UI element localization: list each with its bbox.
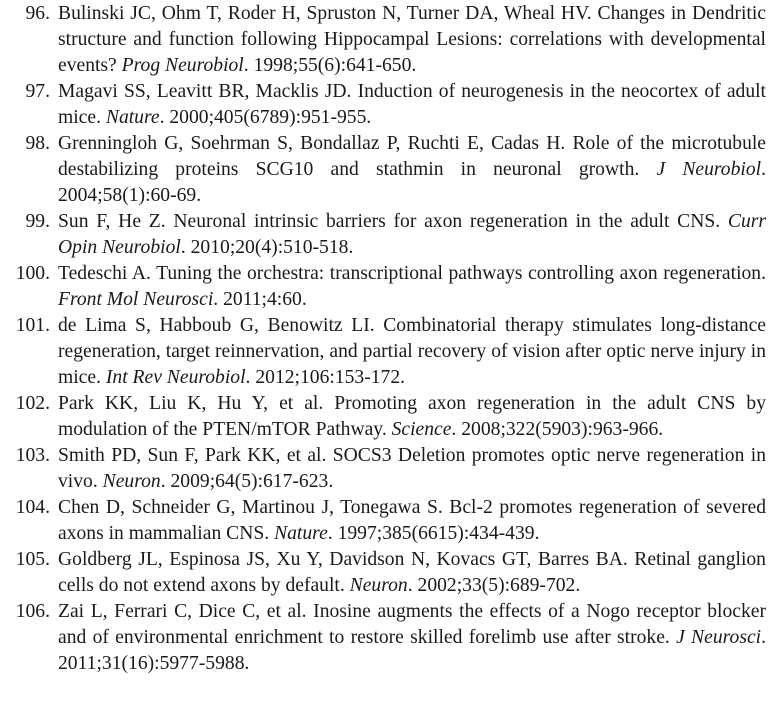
- reference-authors: Park KK, Liu K, Hu Y, et al.: [58, 393, 335, 414]
- reference-item: [4, 443, 766, 495]
- reference-journal: Science: [391, 419, 452, 440]
- reference-number: 105.: [15, 549, 50, 570]
- reference-details: . 2012;106:153-172.: [245, 367, 406, 388]
- reference-number: 98.: [25, 133, 50, 154]
- reference-details: . 2008;322(5903):963-966.: [451, 419, 664, 440]
- reference-title: Changes in Dendritic structure and function following Hippocampal Lesions: correlations with developmental events?: [58, 3, 766, 76]
- reference-number: 96.: [25, 3, 50, 24]
- reference-number: 102.: [15, 393, 50, 414]
- reference-authors: Goldberg JL, Espinosa JS, Xu Y, Davidson N, Kovacs GT, Barres BA.: [58, 549, 635, 570]
- reference-authors: Grenningloh G, Soehrman S, Bondallaz P, Ruchti E, Cadas H.: [58, 133, 573, 154]
- reference-number: 103.: [15, 445, 50, 466]
- reference-authors: Chen D, Schneider G, Martinou J, Tonegawa S.: [58, 497, 450, 518]
- reference-item: [4, 599, 766, 677]
- reference-item: [4, 79, 766, 131]
- reference-authors: de Lima S, Habboub G, Benowitz LI.: [58, 315, 384, 336]
- reference-title: Retinal ganglion cells do not extend axons by default.: [58, 549, 766, 596]
- reference-title: Combinatorial therapy stimulates long-distance regeneration, target reinnervation, and partial recovery of vision after optic nerve injury in mice.: [58, 315, 766, 388]
- reference-journal: Curr Opin Neurobiol: [58, 211, 766, 258]
- reference-list: [4, 1, 766, 677]
- reference-authors: Magavi SS, Leavitt BR, Macklis JD.: [58, 81, 358, 102]
- reference-details: . 2000;405(6789):951-955.: [159, 107, 372, 128]
- reference-journal: Prog Neurobiol: [121, 55, 244, 76]
- reference-journal: J Neurobiol: [656, 159, 762, 180]
- reference-item: [4, 261, 766, 313]
- reference-journal: Neuron: [349, 575, 408, 596]
- reference-number: 106.: [15, 601, 50, 622]
- reference-title: Neuronal intrinsic barriers for axon regeneration in the adult CNS.: [173, 211, 728, 232]
- reference-number: 97.: [25, 81, 50, 102]
- reference-item: [4, 131, 766, 209]
- reference-journal: Int Rev Neurobiol: [105, 367, 246, 388]
- reference-title: Promoting axon regeneration in the adult CNS by modulation of the PTEN/mTOR Pathway.: [58, 393, 767, 440]
- reference-details: . 2011;4:60.: [213, 289, 307, 310]
- reference-details: . 2010;20(4):510-518.: [180, 237, 354, 258]
- reference-item: [4, 391, 766, 443]
- reference-title: Induction of neurogenesis in the neocortex of adult mice.: [58, 81, 766, 128]
- reference-authors: Sun F, He Z.: [58, 211, 174, 232]
- reference-authors: Smith PD, Sun F, Park KK, et al.: [58, 445, 333, 466]
- reference-details: . 2002;33(5):689-702.: [407, 575, 581, 596]
- reference-number: 104.: [15, 497, 50, 518]
- reference-title: Role of the microtubule destabilizing proteins SCG10 and stathmin in neuronal growth.: [58, 133, 767, 180]
- reference-item: [4, 495, 766, 547]
- reference-details: . 2009;64(5):617-623.: [160, 471, 334, 492]
- reference-item: [4, 1, 766, 79]
- reference-details: . 1997;385(6615):434-439.: [327, 523, 540, 544]
- reference-details: . 1998;55(6):641-650.: [243, 55, 417, 76]
- reference-title: Inosine augments the effects of a Nogo receptor blocker and of environmental enrichment to restore skilled forelimb use after stroke.: [58, 601, 767, 648]
- reference-number: 101.: [15, 315, 50, 336]
- reference-journal: Nature: [105, 107, 160, 128]
- reference-authors: Bulinski JC, Ohm T, Roder H, Spruston N, Turner DA, Wheal HV.: [58, 3, 598, 24]
- reference-details: . 2004;58(1):60-69.: [58, 159, 766, 206]
- reference-authors: Zai L, Ferrari C, Dice C, et al.: [58, 601, 314, 622]
- reference-number: 99.: [25, 211, 50, 232]
- reference-number: 100.: [15, 263, 50, 284]
- reference-title: SOCS3 Deletion promotes optic nerve regeneration in vivo.: [58, 445, 766, 492]
- reference-journal: J Neurosci: [676, 627, 762, 648]
- reference-authors: Tedeschi A.: [58, 263, 157, 284]
- reference-journal: Neuron: [102, 471, 161, 492]
- reference-item: [4, 313, 766, 391]
- reference-title: Bcl-2 promotes regeneration of severed axons in mammalian CNS.: [58, 497, 766, 544]
- reference-journal: Nature: [274, 523, 328, 544]
- reference-item: [4, 547, 766, 599]
- reference-details: . 2011;31(16):5977-5988.: [58, 627, 766, 674]
- reference-item: [4, 209, 766, 261]
- reference-journal: Front Mol Neurosci: [58, 289, 214, 310]
- reference-title: Tuning the orchestra: transcriptional pathways controlling axon regeneration.: [156, 263, 767, 284]
